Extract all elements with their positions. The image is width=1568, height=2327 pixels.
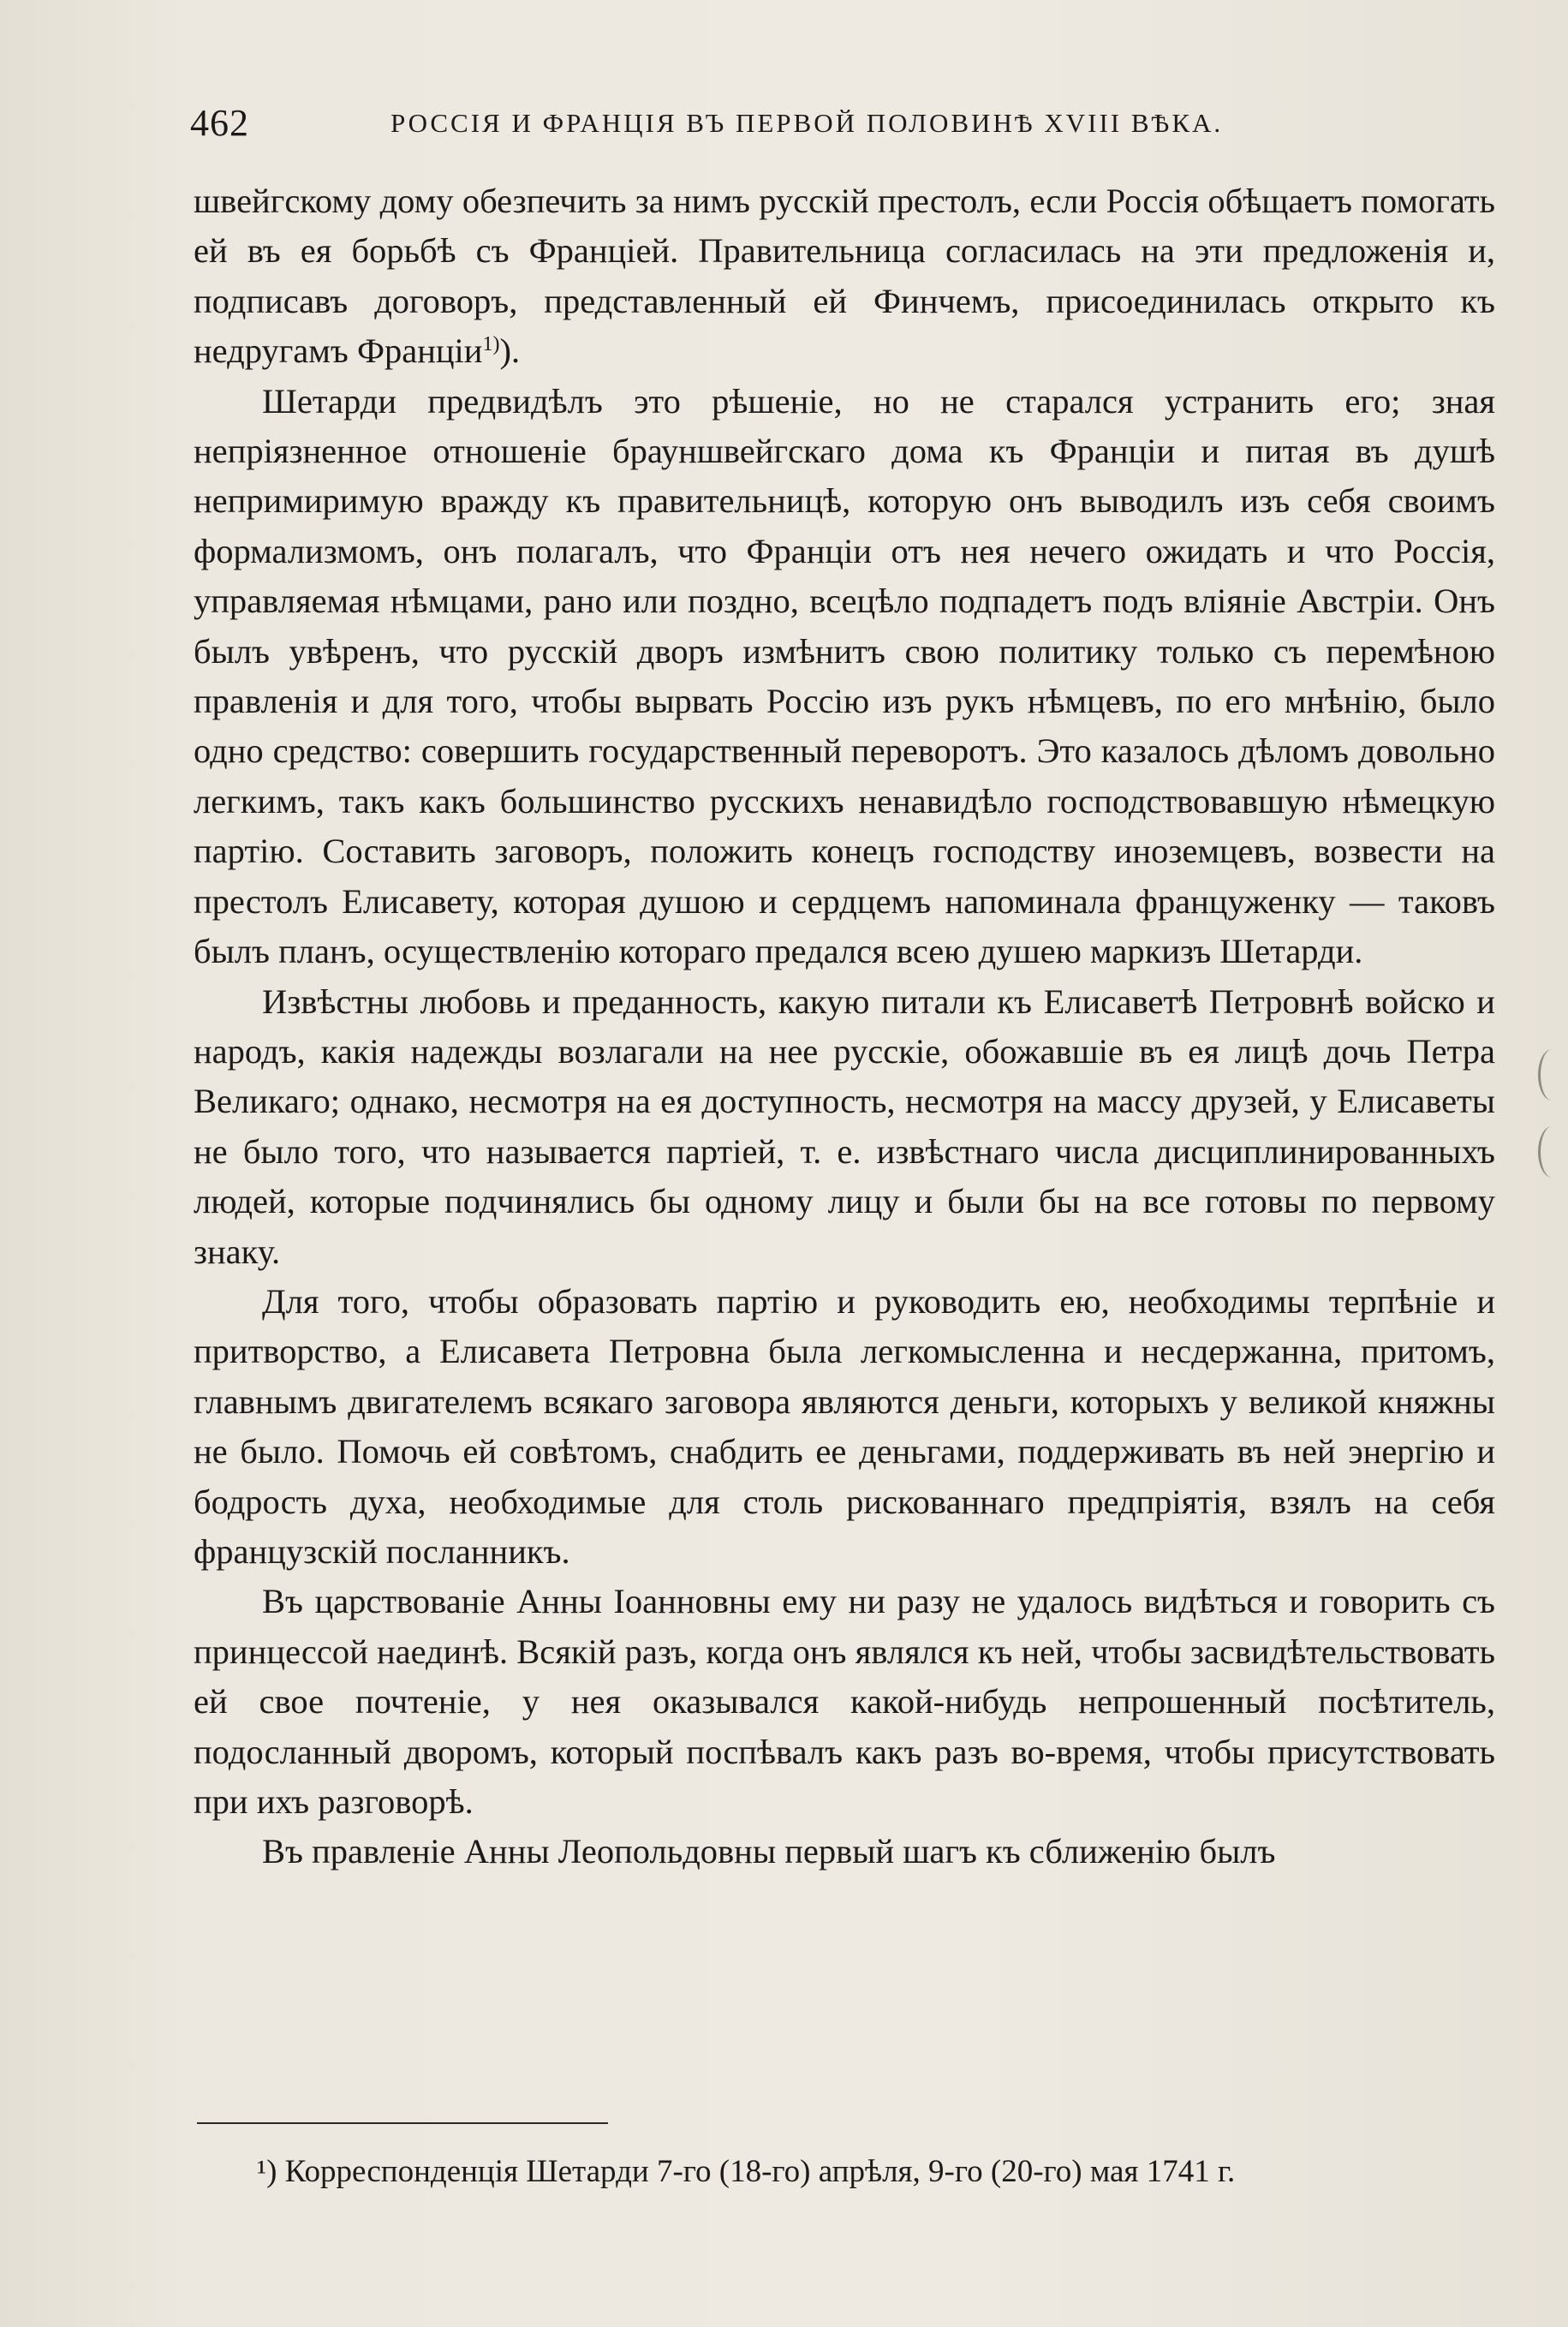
- paragraph-5: Въ царствованіе Анны Іоанновны ему ни разу не удалось видѣться и говорить съ принцессой наединѣ. Всякій разъ, когда онъ являлся къ ней, чтобы засвидѣтельствовать ей свое почтеніе, у нея оказывался какой-нибудь непрошенный посѣтитель, подосланный дворомъ, который поспѣвалъ какъ разъ во-время, чтобы присутствовать при ихъ разговорѣ.: [194, 1582, 1495, 1821]
- paragraph-3: Извѣстны любовь и преданность, какую питали къ Елисаветѣ Петровнѣ войско и народъ, какія надежды возлагали на нее русскіе, обожавшіе въ ея лицѣ дочь Петра Великаго; однако, несмотря на ея доступность, несмотря на массу друзей, у Елисаветы не было того, что называется партіей, т. е. извѣстнаго числа дисциплинированныхъ людей, которые подчинялись бы одному лицу и были бы на все готовы по первому знаку.: [194, 982, 1495, 1271]
- footnote: ¹) Корреспонденція Шетарди 7-го (18-го) апрѣля, 9-го (20-го) мая 1741 г.: [257, 2154, 1236, 2189]
- margin-mark: [1538, 1049, 1566, 1101]
- paragraph-6: Въ правленіе Анны Леопольдовны первый шагъ къ сближенію былъ: [262, 1832, 1276, 1871]
- paragraph-4: Для того, чтобы образовать партію и руководить ею, необходимы терпѣніе и притворство, а Елисавета Петровна была легкомысленна и несдержанна, притомъ, главнымъ двигателемъ всякаго заговора являются деньги, которыхъ у великой княжны не было. Помочь ей совѣтомъ, снабдить ее деньгами, поддерживать въ ней энергію и бодрость духа, необходимые для столь рискованнаго предпріятія, взялъ на себя французскій посланникъ.: [194, 1281, 1495, 1571]
- paragraph-1-text: швейгскому дому обезпечить за нимъ русскій престолъ, если Россія обѣщаетъ помогать ей въ ея борьбѣ съ Франціей. Правительница согласилась на эти предложенія и, подписавъ договоръ, представленный ей Финчемъ, присоединилась открыто къ недругамъ Франціи: [194, 182, 1495, 371]
- footnote-reference: 1): [482, 333, 500, 356]
- paragraph-1: [194, 176, 1495, 377]
- footnote-divider: [197, 2122, 608, 2124]
- paragraph-2: Шетарди предвидѣлъ это рѣшеніе, но не старался устранить его; зная непріязненное отношеніе брауншвейгскаго дома къ Франціи и питая въ душѣ непримиримую вражду къ правительницѣ, которую онъ выводилъ изъ себя своимъ формализмомъ, онъ полагалъ, что Франціи отъ нея нечего ожидать и что Россія, управляемая нѣмцами, рано или поздно, всецѣло подпадетъ подъ вліяніе Австріи. Онъ былъ увѣренъ, что русскій дворъ измѣнитъ свою политику только съ перемѣною правленія и для того, чтобы вырвать Россію изъ рукъ нѣмцевъ, по его мнѣнію, было одно средство: совершить государственный переворотъ. Это казалось дѣломъ довольно легкимъ, такъ какъ большинство русскихъ ненавидѣло господствовавшую нѣмецкую партію. Составить заговоръ, положить конецъ господству иноземцевъ, возвести на престолъ Елисавету, которая душою и сердцемъ напоминала француженку — таковъ былъ планъ, осуществленію котораго предался всею душею маркизъ Шетарди.: [194, 381, 1495, 971]
- paragraph-1-end: ).: [499, 331, 521, 371]
- margin-mark: [1538, 1126, 1566, 1178]
- running-title: РОССІЯ И ФРАНЦІЯ ВЪ ПЕРВОЙ ПОЛОВИНѢ XVIII ВѢКА.: [391, 108, 1224, 138]
- page-number: 462: [190, 102, 249, 144]
- body-text: [194, 176, 1495, 1877]
